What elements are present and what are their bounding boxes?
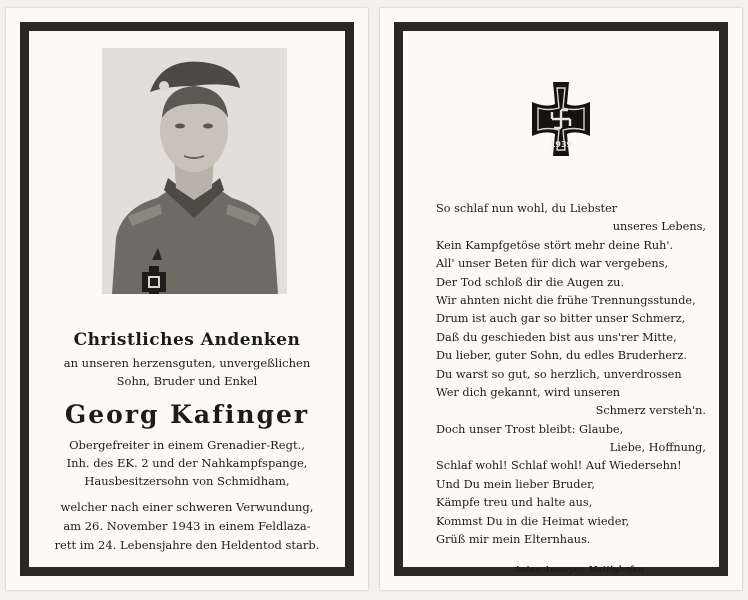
poem-line: unseres Lebens, bbox=[612, 220, 706, 234]
death-line: rett im 24. Lebensjahre den Heldentod starb. bbox=[54, 538, 320, 552]
deceased-name: Georg Kafinger bbox=[64, 400, 310, 429]
poem-line: Schmerz versteh'n. bbox=[595, 404, 706, 418]
poem-line: Kommst Du in die Heimat wieder, bbox=[436, 514, 630, 528]
iron-cross-icon bbox=[528, 78, 594, 160]
poem-line: Liebe, Hoffnung, bbox=[609, 441, 706, 455]
poem-line: Und Du mein lieber Bruder, bbox=[436, 477, 595, 491]
rank-line: Inh. des EK. 2 und der Nahkampfspange, bbox=[66, 456, 308, 470]
cross-year: 1939 bbox=[549, 140, 573, 149]
poem-line: Wir ahnten nicht die frühe Trennungsstunde, bbox=[436, 293, 696, 307]
death-line: am 26. November 1943 in einem Feldlaza- bbox=[63, 519, 311, 533]
poem bbox=[436, 200, 706, 549]
heading-christliches-andenken: Christliches Andenken bbox=[73, 330, 301, 350]
soldier-portrait-photo bbox=[102, 48, 287, 294]
poem-line: Du warst so gut, so herzlich, unverdrossen bbox=[436, 367, 682, 381]
death-line: welcher nach einer schweren Verwundung, bbox=[60, 500, 314, 514]
rank-line: Obergefreiter in einem Grenadier-Regt., bbox=[69, 438, 305, 452]
poem-line: Kein Kampfgetöse stört mehr deine Ruh'. bbox=[436, 238, 674, 252]
poem-line: Drum ist auch gar so bitter unser Schmerz, bbox=[436, 312, 686, 326]
poem-line: Der Tod schloß dir die Augen zu. bbox=[436, 275, 624, 289]
poem-line: Wer dich gekannt, wird unseren bbox=[436, 385, 621, 399]
left-card bbox=[6, 8, 368, 590]
poem-line: Kämpfe treu und halte aus, bbox=[436, 496, 593, 510]
poem-line: Doch unser Trost bleibt: Glaube, bbox=[436, 422, 624, 436]
poem-line: So schlaf nun wohl, du Liebster bbox=[436, 202, 618, 215]
printer-imprint: Anton Aumayer, Mattighofen bbox=[514, 564, 644, 574]
intro-line: Sohn, Bruder und Enkel bbox=[116, 374, 258, 388]
poem-line: Schlaf wohl! Schlaf wohl! Auf Wiedersehn! bbox=[436, 459, 682, 473]
poem-line: All' unser Beten für dich war vergebens, bbox=[436, 257, 669, 271]
intro-line: an unseren herzensguten, unvergeßlichen bbox=[63, 356, 311, 370]
right-card bbox=[380, 8, 742, 590]
poem-line: Daß du geschieden bist aus uns'rer Mitte, bbox=[436, 330, 677, 344]
poem-line: Du lieber, guter Sohn, du edles Bruderherz. bbox=[436, 349, 687, 363]
rank-line: Hausbesitzersohn von Schmidham, bbox=[84, 474, 290, 488]
poem-line: Grüß mir mein Elternhaus. bbox=[436, 533, 591, 547]
